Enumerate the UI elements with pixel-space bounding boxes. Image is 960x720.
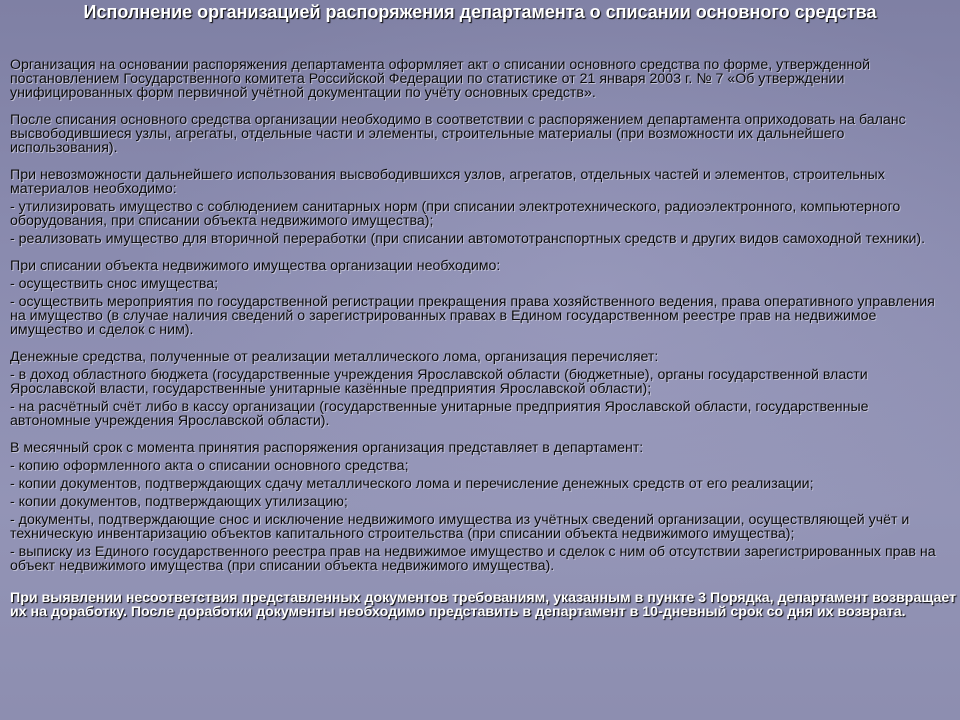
slide-title: Исполнение организацией распоряжения департамента о списании основного средства [83,2,877,22]
paragraph-act-form: Организация на основании распоряжения департамента оформляет акт о списании основного средства по форме, утвержденной постановлением Государственного комитета Российской Федерации по статистике от 21 января 2003 г. № 7 «Об утверждении унифицированных форм первичной учётной документации по учёту основных средств». [10,57,871,101]
paragraph-scrap-funds: Денежные средства, полученные от реализации металлического лома, организация перечисляет: [10,349,659,365]
list-item-demolition-docs: - документы, подтверждающие снос и исключение недвижимого имущества из учётных сведений организации, осуществляющей учёт и техническую инвентаризацию объектов капитального строительства (при списании объекта недвижимого имущества); [10,512,910,542]
final-note: При выявлении несоответствия представленных документов требованиям, указанным в пункте 3 Порядка, департамент возвращает их на доработку. После доработки документы необходимо представить в департамент в 10-дневный срок со дня их возврата. [10,590,957,620]
paragraph-unusable-parts: При невозможности дальнейшего использования высвободившихся узлов, агрегатов, отдельных частей и элементов, строительных материалов необходимо: [10,167,885,197]
slide-body [10,57,957,620]
list-item-scrap-docs: - копии документов, подтверждающих сдачу металлического лома и перечисление денежных средств от его реализации; [10,476,814,492]
list-item-org-account: - на расчётный счёт либо в кассу организации (государственные унитарные предприятия Ярославской области, государственные автономные учреждения Ярославской области). [10,399,869,429]
list-item-dispose: - утилизировать имущество с соблюдением санитарных норм (при списании электротехнического, радиоэлектронного, компьютерного оборудования, при списании объекта недвижимого имущества); [10,199,901,229]
list-item-disposal-docs: - копии документов, подтверждающих утилизацию; [10,494,348,510]
paragraph-monthly-deadline: В месячный срок с момента принятия распоряжения организация представляет в департамент: [10,440,644,456]
list-item-registration: - осуществить мероприятия по государственной регистрации прекращения права хозяйственного ведения, права оперативного управления на имущество (в случае наличия сведений о зарегистрированных правах в Едином государственном реестре прав на недвижимое имущество и сделок с ним). [10,294,935,338]
list-item-demolish: - осуществить снос имущества; [10,276,219,292]
list-item-act-copy: - копию оформленного акта о списании основного средства; [10,458,409,474]
paragraph-real-estate: При списании объекта недвижимого имущества организации необходимо: [10,258,501,274]
paragraph-post-writeoff: После списания основного средства организации необходимо в соответствии с распоряжением департамента оприходовать на баланс высвободившиеся узлы, агрегаты, отдельные части и элементы, строительные материалы (при возможности их дальнейшего использования). [10,112,906,156]
list-item-regional-budget: - в доход областного бюджета (государственные учреждения Ярославской области (бюджетные), органы государственной власти Ярославской власти, государственные унитарные казённые предприятия Ярославской области); [10,367,868,397]
list-item-recycle: - реализовать имущество для вторичной переработки (при списании автомототранспортных средств и других видов самоходной техники). [10,231,926,247]
list-item-registry-extract: - выписку из Единого государственного реестра прав на недвижимое имущество и сделок с ним об отсутствии зарегистрированных прав на объект недвижимого имущества (при списании объекта недвижимого имущества). [10,544,936,574]
